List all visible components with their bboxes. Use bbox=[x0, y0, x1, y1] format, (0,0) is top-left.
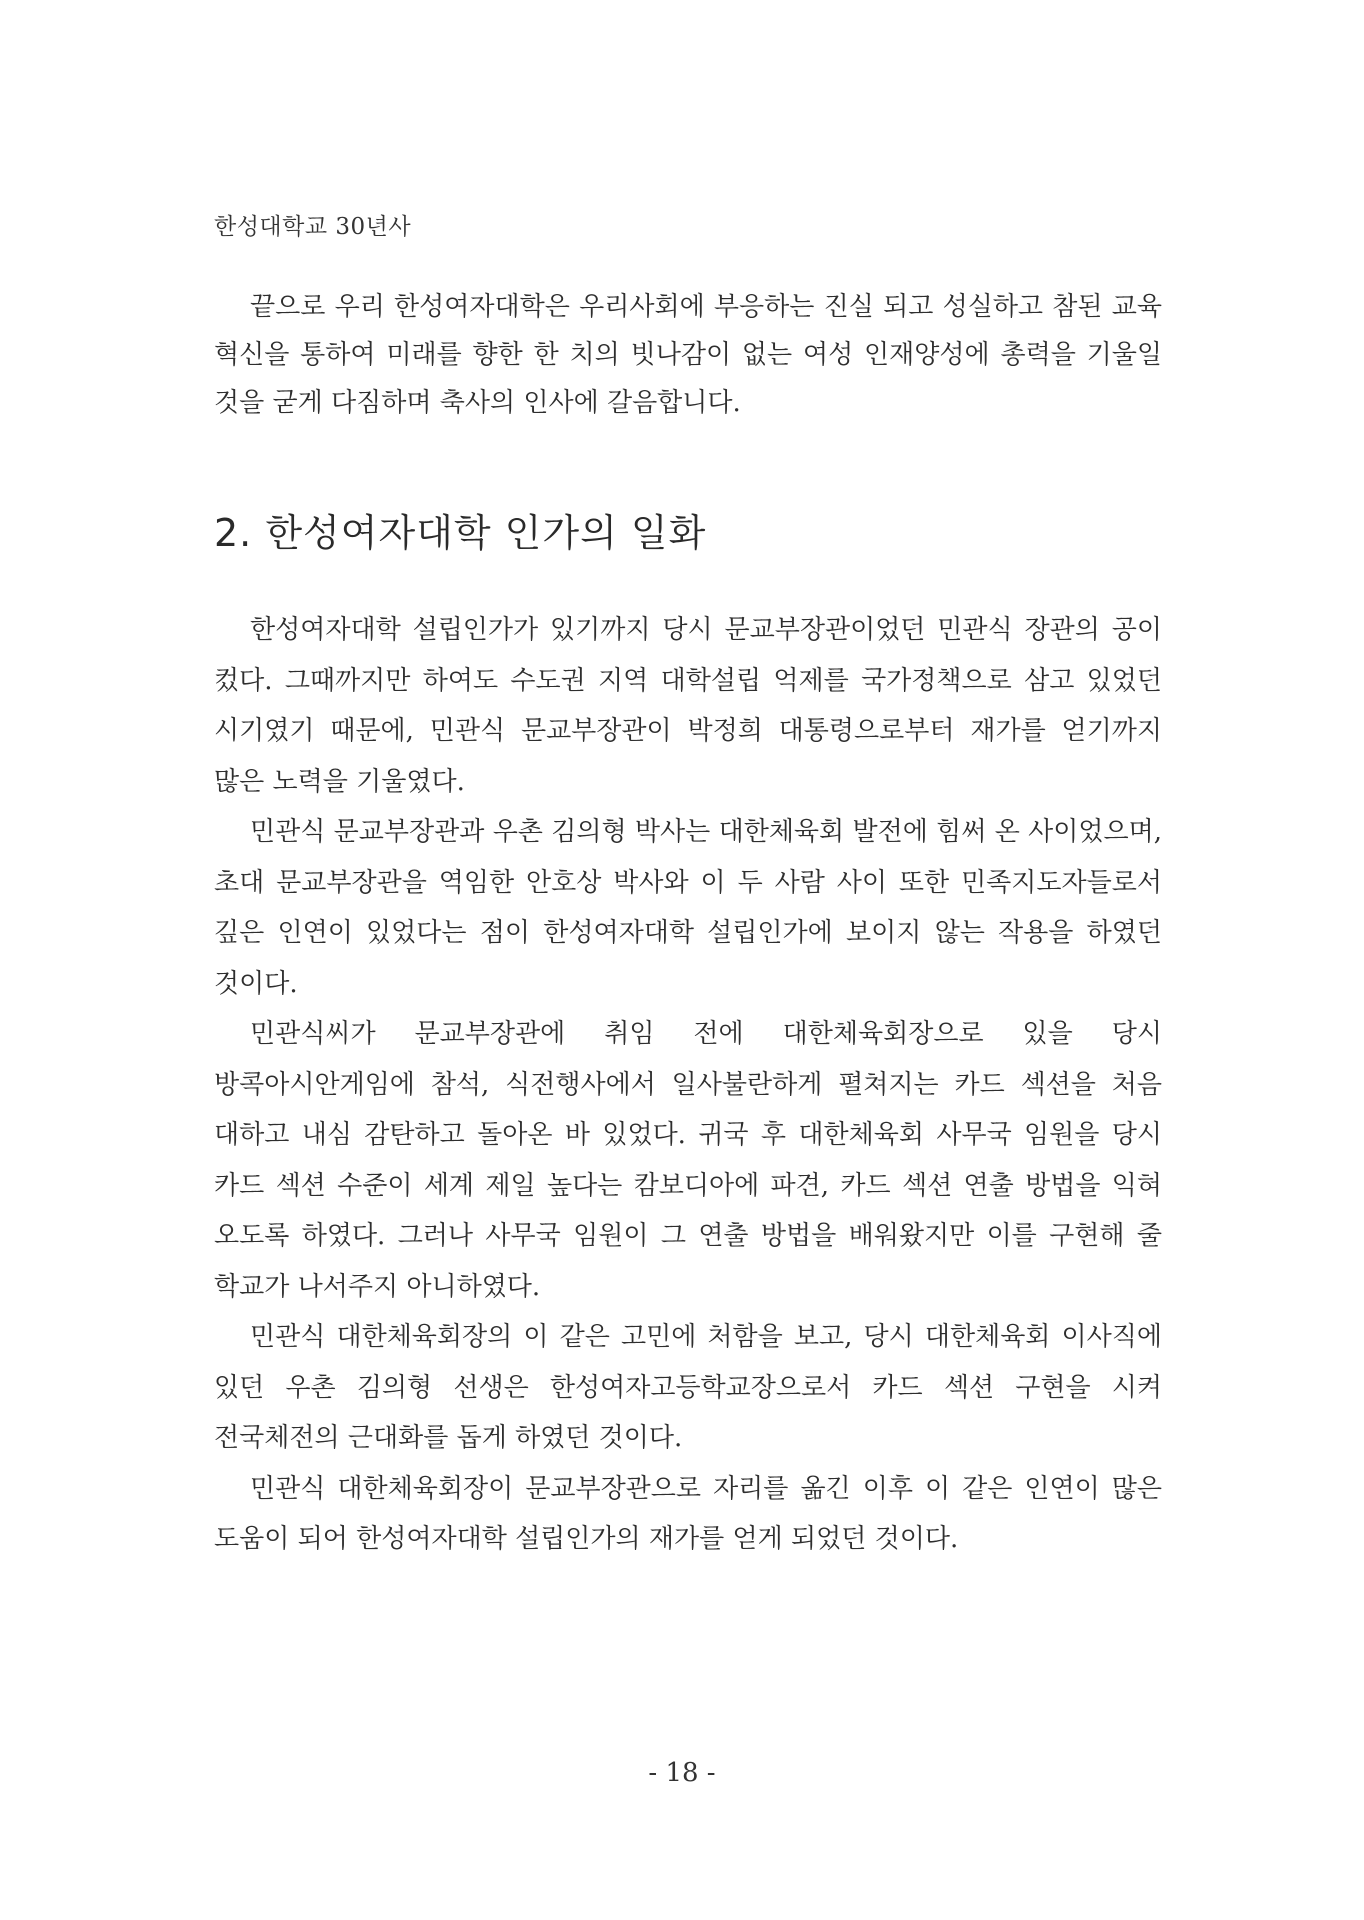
intro-paragraph: 끝으로 우리 한성여자대학은 우리사회에 부응하는 진실 되고 성실하고 참된 교육 혁신을 통하여 미래를 향한 한 치의 빗나감이 없는 여성 인재양성에 총력을 기울일 것을 굳게 다짐하며 축사의 인사에 갈음합니다. bbox=[214, 292, 1162, 418]
page-number: - 18 - bbox=[648, 1758, 716, 1788]
body-paragraph: 민관식 대한체육회장이 문교부장관으로 자리를 옮긴 이후 이 같은 인연이 많은 도움이 되어 한성여자대학 설립인가의 재가를 얻게 되었던 것이다. bbox=[214, 1473, 1162, 1554]
section-title: 2. 한성여자대학 인가의 일화 bbox=[214, 511, 707, 555]
body-paragraph: 민관식 문교부장관과 우촌 김의형 박사는 대한체육회 발전에 힘써 온 사이었으며, 초대 문교부장관을 역임한 안호상 박사와 이 두 사람 사이 또한 민족지도자들로서 깊은 인연이 있었다는 점이 한성여자대학 설립인가에 보이지 않는 작용을 하였던 것이다. bbox=[214, 817, 1162, 999]
running-header: 한성대학교 30년사 bbox=[214, 214, 412, 240]
body-paragraph: 민관식 대한체육회장의 이 같은 고민에 처함을 보고, 당시 대한체육회 이사직에 있던 우촌 김의형 선생은 한성여자고등학교장으로서 카드 섹션 구현을 시켜 전국체전의 근대화를 돕게 하였던 것이다. bbox=[214, 1322, 1162, 1453]
body-paragraph: 한성여자대학 설립인가가 있기까지 당시 문교부장관이었던 민관식 장관의 공이 컸다. 그때까지만 하여도 수도권 지역 대학설립 억제를 국가정책으로 삼고 있었던 시기였기 때문에, 민관식 문교부장관이 박정희 대통령으로부터 재가를 얻기까지 많은 노력을 기울였다. bbox=[214, 615, 1162, 797]
body-paragraph: 민관식씨가 문교부장관에 취임 전에 대한체육회장으로 있을 당시 방콕아시안게임에 참석, 식전행사에서 일사불란하게 펼쳐지는 카드 섹션을 처음 대하고 내심 감탄하고 돌아온 바 있었다. 귀국 후 대한체육회 사무국 임원을 당시 카드 섹션 수준이 세계 제일 높다는 캄보디아에 파견, 카드 섹션 연출 방법을 익혀 오도록 하였다. 그러나 사무국 임원이 그 연출 방법을 배워왔지만 이를 구현해 줄 학교가 나서주지 아니하였다. bbox=[214, 1019, 1162, 1302]
section-body bbox=[214, 605, 1162, 1565]
